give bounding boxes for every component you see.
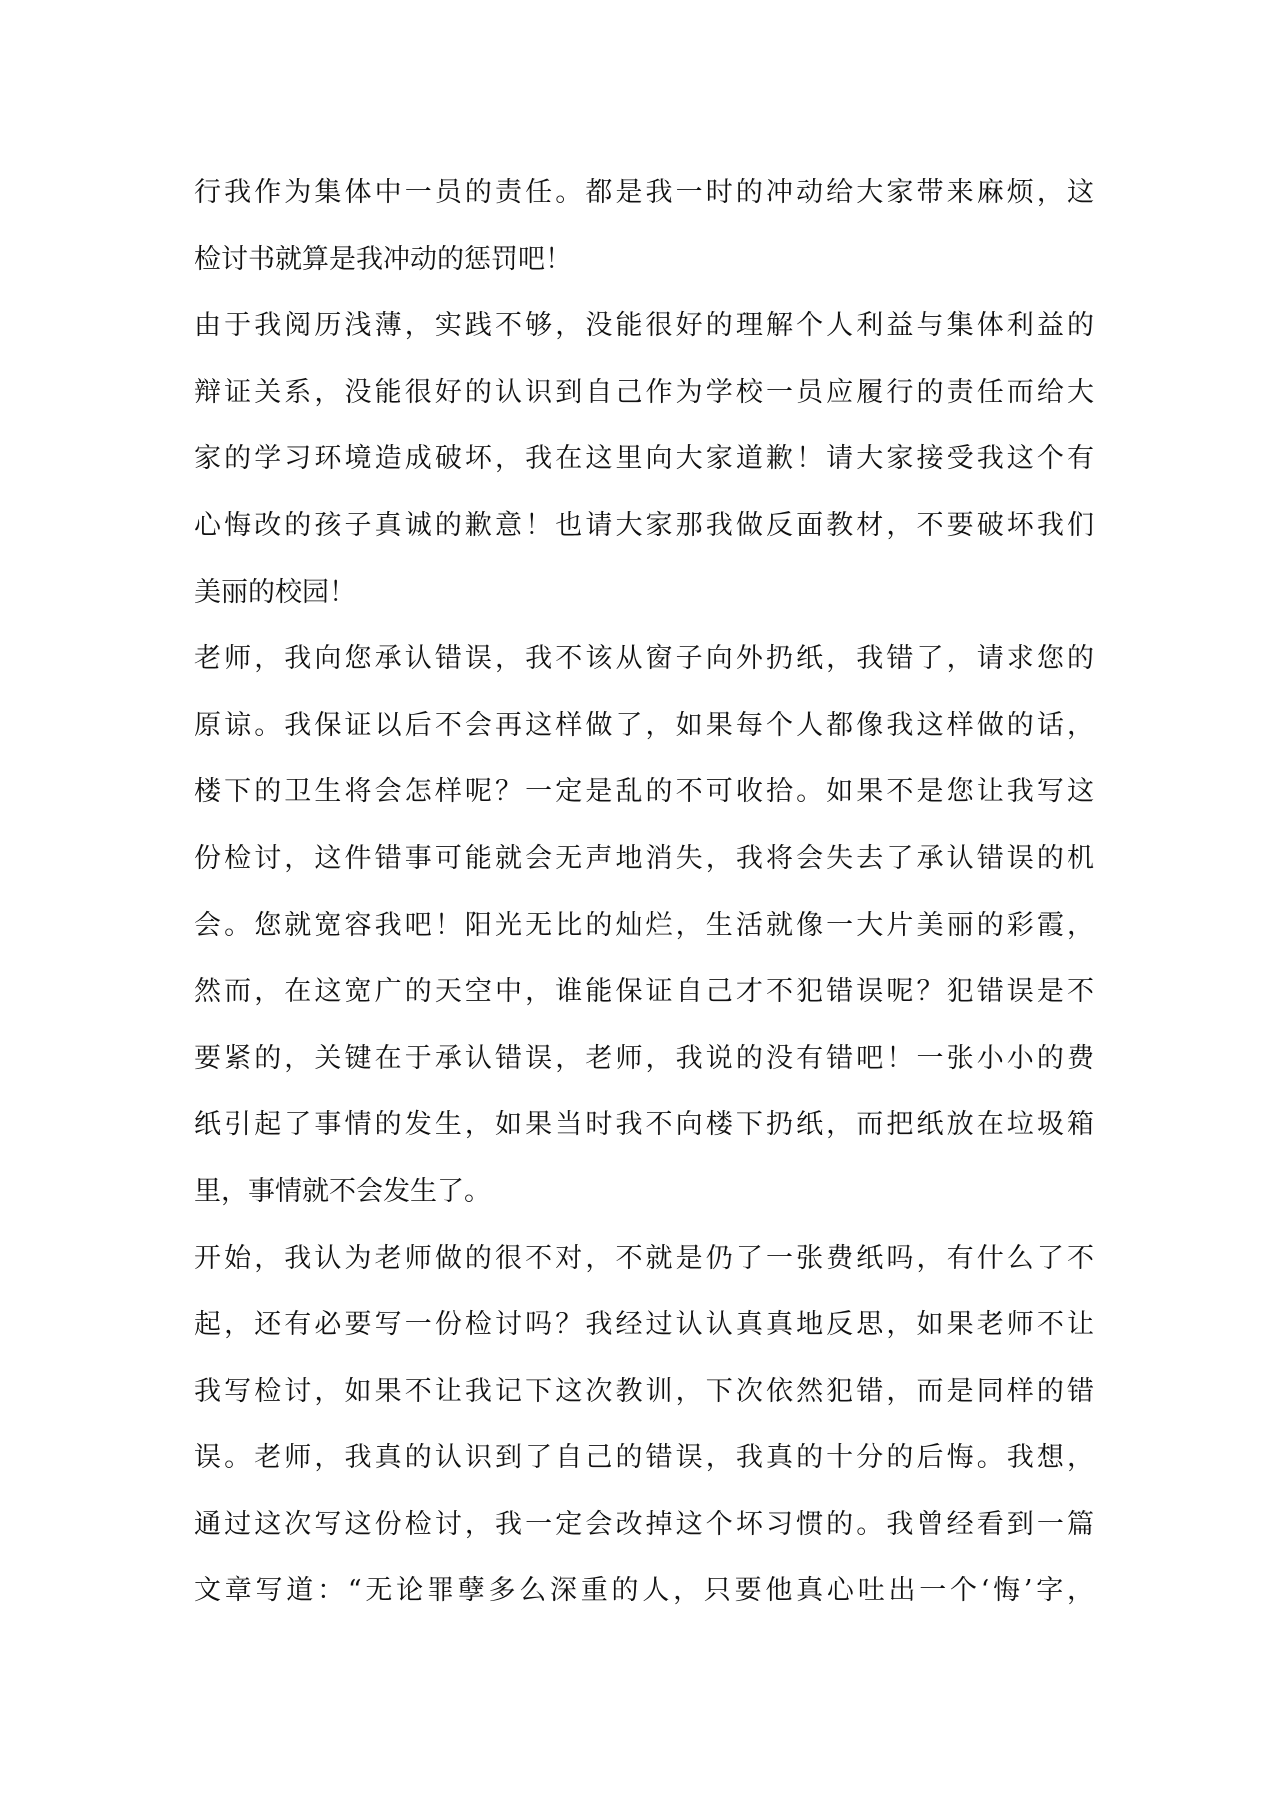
text-line: 通过这次写这份检讨，我一定会改掉这个坏习惯的。我曾经看到一篇 <box>194 1508 1094 1540</box>
text-line: 里，事情就不会发生了。 <box>194 1175 491 1207</box>
text-line: 文章写道：“无论罪孽多么深重的人，只要他真心吐出一个‘悔’字， <box>194 1575 1094 1607</box>
text-line: 行我作为集体中一员的责任。都是我一时的冲动给大家带来麻烦，这 <box>194 177 1094 208</box>
text-line: 起，还有必要写一份检讨吗？我经过认认真真地反思，如果老师不让 <box>194 1309 1094 1341</box>
text-line: 美丽的校园！ <box>194 576 356 608</box>
text-line: 我写检讨，如果不让我记下这次教训，下次依然犯错，而是同样的错 <box>194 1375 1094 1407</box>
text-line: 误。老师，我真的认识到了自己的错误，我真的十分的后悔。我想， <box>194 1442 1094 1474</box>
text-line: 由于我阅历浅薄，实践不够，没能很好的理解个人利益与集体利益的 <box>194 310 1094 342</box>
text-line: 家的学习环境造成破坏，我在这里向大家道歉！请大家接受我这个有 <box>194 443 1094 475</box>
text-line: 心悔改的孩子真诚的歉意！也请大家那我做反面教材，不要破坏我们 <box>194 509 1094 541</box>
text-line: 开始，我认为老师做的很不对，不就是仍了一张费纸吗，有什么了不 <box>194 1242 1094 1274</box>
document-body <box>194 160 1094 1625</box>
text-line: 老师，我向您承认错误，我不该从窗子向外扔纸，我错了，请求您的 <box>194 643 1094 675</box>
text-line: 纸引起了事情的发生，如果当时我不向楼下扔纸，而把纸放在垃圾箱 <box>194 1109 1094 1141</box>
text-line: 检讨书就算是我冲动的惩罚吧！ <box>194 243 572 275</box>
text-line: 原谅。我保证以后不会再这样做了，如果每个人都像我这样做的话， <box>194 709 1094 741</box>
text-line: 份检讨，这件错事可能就会无声地消失，我将会失去了承认错误的机 <box>194 842 1094 874</box>
text-line: 楼下的卫生将会怎样呢？一定是乱的不可收拾。如果不是您让我写这 <box>194 776 1094 808</box>
text-line: 辩证关系，没能很好的认识到自己作为学校一员应履行的责任而给大 <box>194 376 1094 408</box>
text-line: 会。您就宽容我吧！阳光无比的灿烂，生活就像一大片美丽的彩霞， <box>194 909 1094 941</box>
text-line: 然而，在这宽广的天空中，谁能保证自己才不犯错误呢？犯错误是不 <box>194 976 1094 1008</box>
text-line: 要紧的，关键在于承认错误，老师，我说的没有错吧！一张小小的费 <box>194 1042 1094 1074</box>
